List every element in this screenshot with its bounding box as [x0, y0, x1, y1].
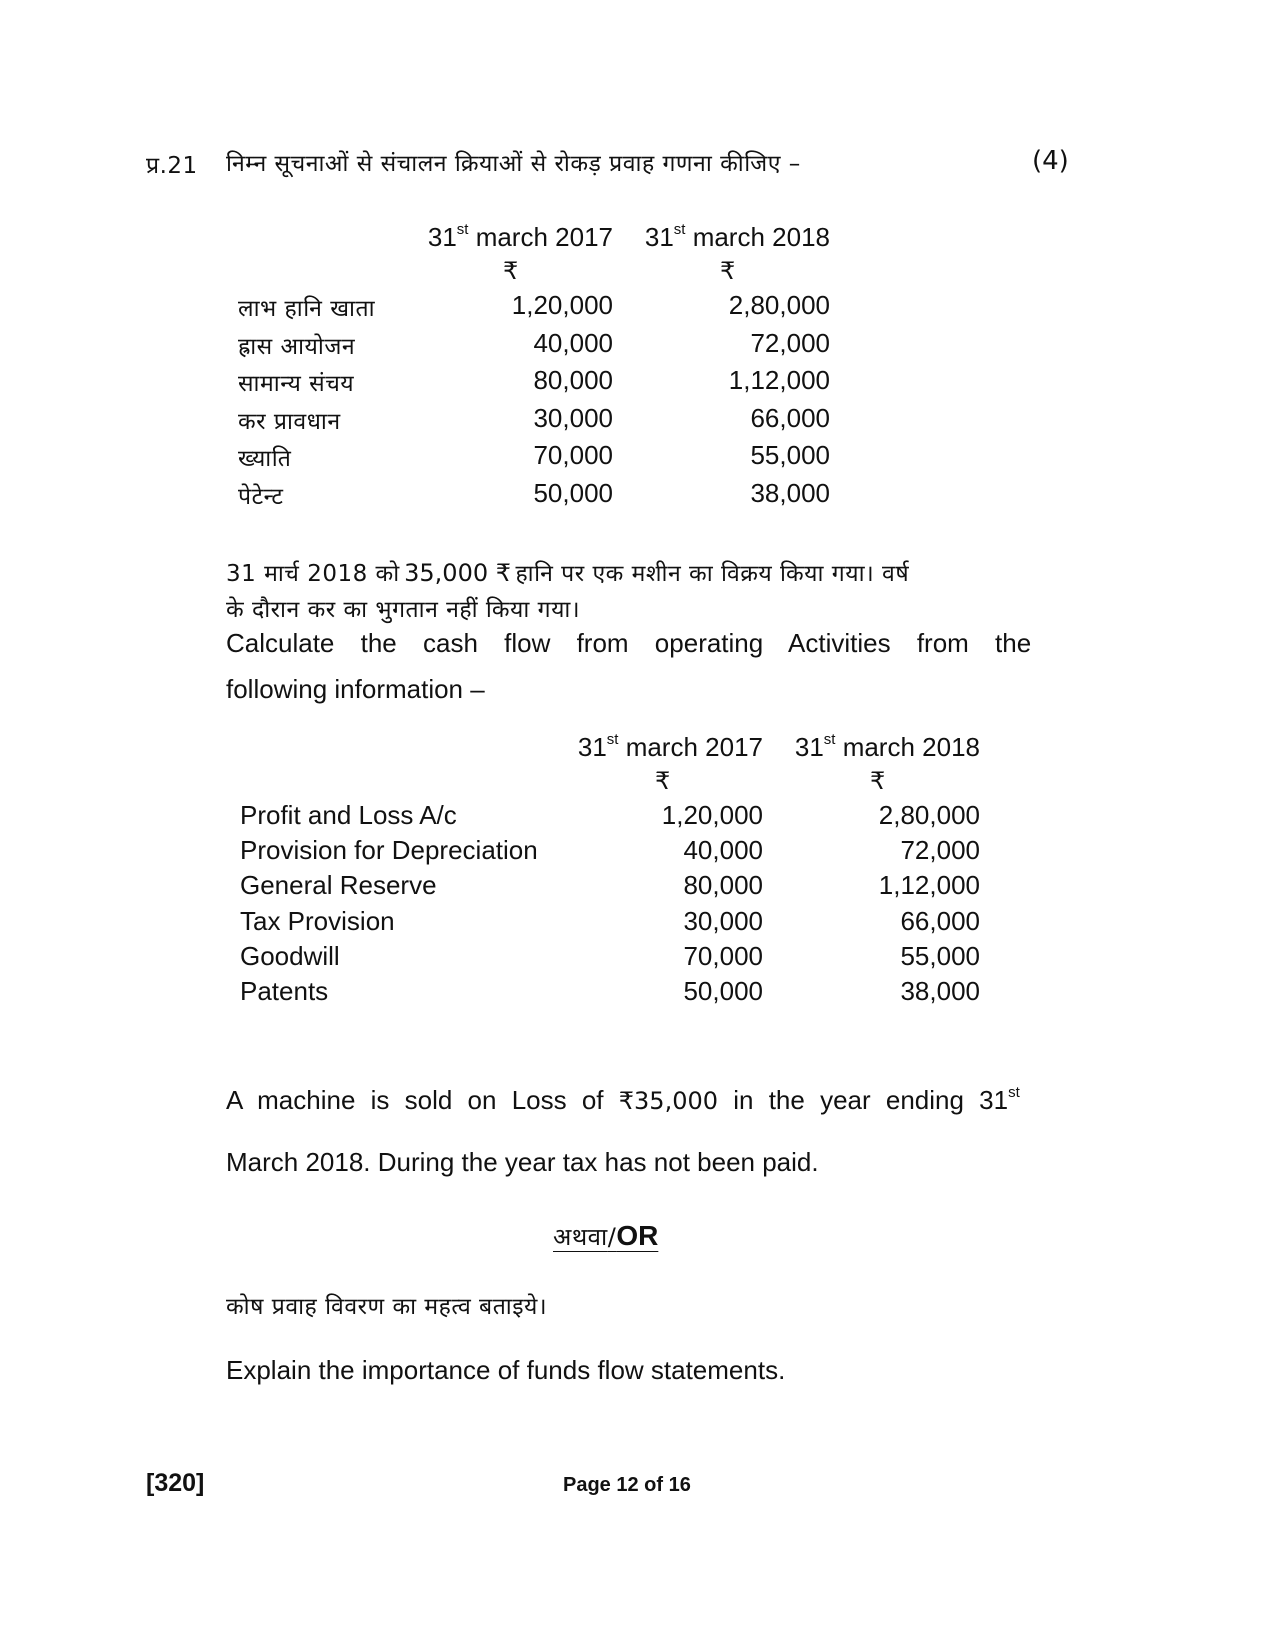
hindi-table-header-2017: 31st march 2017	[427, 221, 613, 252]
hindi-table-currency-2017: ₹	[503, 257, 519, 285]
hindi-row-label: लाभ हानि खाता	[238, 296, 376, 322]
english-row-label: General Reserve	[240, 870, 437, 901]
hindi-row-value-2018: 66,000	[750, 402, 830, 433]
hindi-row-value-2018: 2,80,000	[728, 290, 830, 320]
hindi-note-line2: के दौरान कर का भुगतान नहीं किया गया।	[226, 597, 581, 623]
paper-code: [320]	[146, 1469, 205, 1497]
english-row-label: Profit and Loss A/c	[240, 800, 457, 830]
hindi-note-line1: 31 मार्च 2018 को 35,000 ₹ हानि पर एक मशीन का विक्रय किया गया। वर्ष	[226, 559, 910, 587]
english-intro-line1: Calculate the cash flow from operating Activities from the	[226, 628, 1032, 658]
hindi-row-value-2017: 70,000	[533, 440, 613, 470]
hindi-row-value-2018: 1,12,000	[728, 365, 830, 395]
hindi-row-value-2017: 50,000	[533, 477, 613, 508]
english-row-value-2017: 30,000	[683, 905, 763, 936]
english-table-header-2017: 31st march 2017	[577, 731, 763, 762]
hindi-row-value-2017: 1,20,000	[511, 290, 613, 320]
english-row-value-2018: 2,80,000	[878, 800, 980, 830]
question-number: प्र.21	[146, 153, 198, 179]
english-row-value-2018: 55,000	[900, 940, 980, 971]
english-row-value-2018: 1,12,000	[878, 870, 980, 901]
hindi-row-value-2018: 38,000	[750, 477, 830, 508]
english-intro-line2: following information –	[226, 674, 485, 704]
english-row-label: Provision for Depreciation	[240, 835, 538, 866]
hindi-row-value-2017: 40,000	[533, 327, 613, 358]
english-row-value-2017: 50,000	[683, 976, 763, 1006]
hindi-table-currency-2018: ₹	[720, 257, 736, 285]
question-hindi-title: निम्न सूचनाओं से संचालन क्रियाओं से रोकड़ प्रवाह गणना कीजिए –	[226, 151, 801, 177]
english-row-label: Tax Provision	[240, 905, 395, 936]
english-row-label: Goodwill	[240, 940, 340, 971]
hindi-row-value-2018: 55,000	[750, 440, 830, 470]
english-row-value-2017: 40,000	[683, 835, 763, 866]
english-table-header-2018: 31st march 2018	[794, 731, 980, 762]
english-table-currency-2017: ₹	[655, 767, 671, 795]
alt-question-english: Explain the importance of funds flow statements.	[226, 1355, 786, 1385]
hindi-row-label: ह्रास आयोजन	[238, 333, 356, 360]
english-row-value-2017: 80,000	[683, 870, 763, 901]
hindi-row-label: ख्याति	[238, 446, 292, 472]
english-row-value-2017: 1,20,000	[661, 800, 763, 830]
marks-label: (4)	[1032, 146, 1069, 176]
hindi-table-header-2018: 31st march 2018	[644, 221, 830, 252]
english-note-line2: March 2018. During the year tax has not been paid.	[226, 1147, 819, 1177]
hindi-row-value-2018: 72,000	[750, 327, 830, 358]
english-row-value-2018: 72,000	[900, 835, 980, 866]
english-note-amount: ₹35,000	[618, 1087, 719, 1115]
page-number: Page 12 of 16	[563, 1474, 691, 1496]
english-note-line1: A machine is sold on Loss of ₹35,000 in the year ending 31st	[226, 1084, 1020, 1115]
hindi-row-label: कर प्रावधान	[238, 408, 341, 435]
english-row-label: Patents	[240, 976, 329, 1006]
english-table-currency-2018: ₹	[870, 767, 886, 795]
hindi-row-label: पेटेन्ट	[238, 483, 284, 510]
or-heading: अथवा/OR	[553, 1220, 659, 1251]
english-row-value-2018: 38,000	[900, 976, 980, 1006]
alt-question-hindi: कोष प्रवाह विवरण का महत्व बताइये।	[226, 1294, 548, 1320]
hindi-row-value-2017: 80,000	[533, 365, 613, 395]
hindi-note-amount: 35,000 ₹	[404, 559, 511, 587]
hindi-row-value-2017: 30,000	[533, 402, 613, 433]
hindi-row-label: सामान्य संचय	[238, 371, 355, 397]
english-row-value-2018: 66,000	[900, 905, 980, 936]
english-row-value-2017: 70,000	[683, 940, 763, 971]
